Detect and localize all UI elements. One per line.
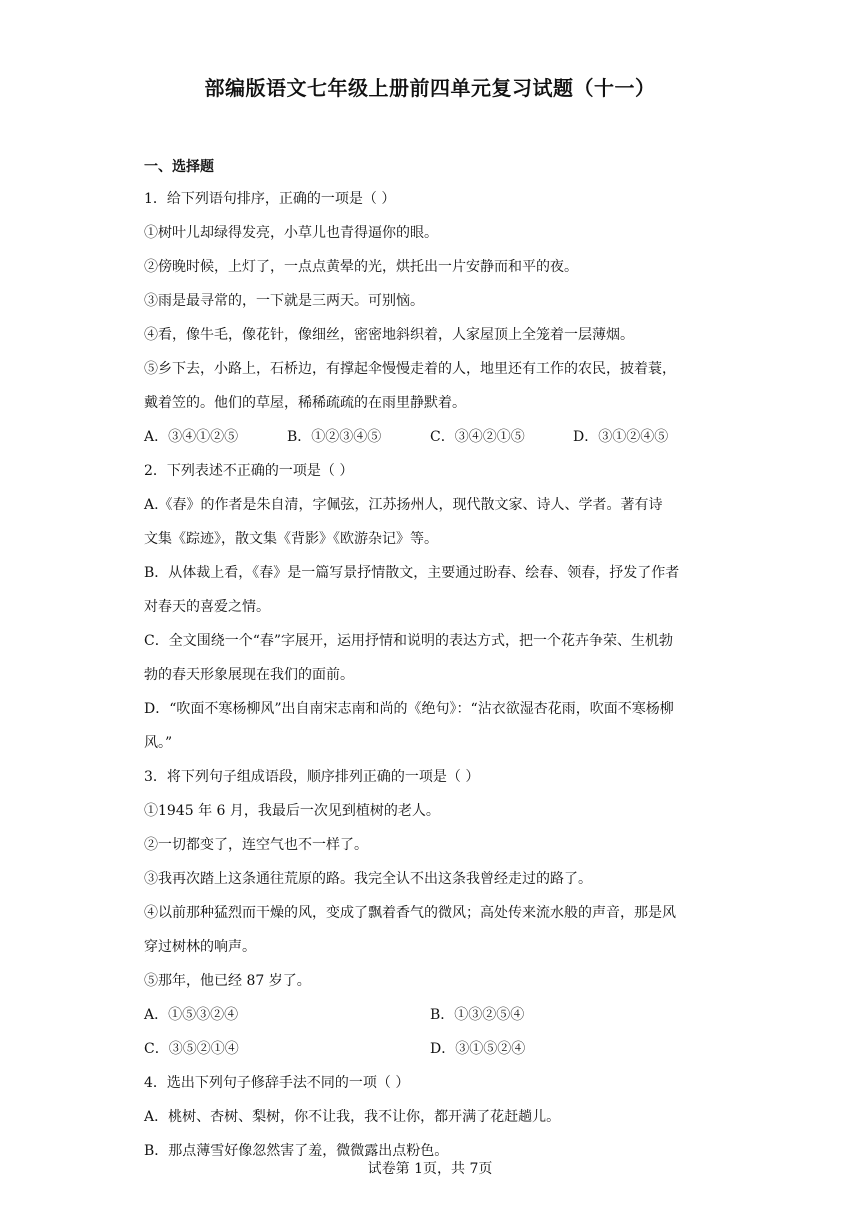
question-stem: 4．选出下列句子修辞手法不同的一项（ ）	[144, 1075, 410, 1091]
question-content	[144, 152, 716, 1168]
option-b: B．①③②⑤④	[430, 1007, 525, 1023]
answer-options	[144, 1032, 716, 1066]
sentence-item: ④以前那种猛烈而干燥的风，变成了飘着香气的微风；高处传来流水般的声音，那是风	[144, 905, 676, 921]
sentence-item: ③雨是最寻常的，一下就是三两天。可别恼。	[144, 293, 424, 309]
sentence-item: ④看，像牛毛，像花针，像细丝，密密地斜织着，人家屋顶上全笼着一层薄烟。	[144, 327, 634, 343]
option-a: A．③④①②⑤	[144, 429, 239, 445]
option-text: 对春天的喜爱之情。	[144, 599, 270, 615]
section-heading: 一、选择题	[144, 159, 214, 175]
option-text: A.《春》的作者是朱自清，字佩弦，江苏扬州人，现代散文家、诗人、学者。著有诗	[144, 497, 663, 513]
option-text: B．那点薄雪好像忽然害了羞，微微露出点粉色。	[144, 1143, 449, 1159]
sentence-item: ⑤乡下去，小路上，石桥边，有撑起伞慢慢走着的人，地里还有工作的农民，披着蓑，	[144, 361, 676, 377]
option-text: C．全文围绕一个“春”字展开，运用抒情和说明的表达方式，把一个花卉争荣、生机勃	[144, 633, 674, 649]
option-text: 勃的春天形象展现在我们的面前。	[144, 667, 354, 683]
option-d: D．③①⑤②④	[430, 1041, 526, 1057]
option-b: B．①②③④⑤	[287, 429, 382, 445]
option-text: B．从体裁上看，《春》是一篇写景抒情散文，主要通过盼春、绘春、领春，抒发了作者	[144, 565, 680, 581]
question-2	[144, 454, 716, 760]
question-1	[144, 182, 716, 454]
sentence-item: ①树叶儿却绿得发亮，小草儿也青得逼你的眼。	[144, 225, 438, 241]
question-4	[144, 1066, 716, 1168]
answer-options	[144, 998, 716, 1032]
sentence-item: 穿过树林的响声。	[144, 939, 256, 955]
option-a: A．①⑤③②④	[144, 1007, 239, 1023]
option-text: D．“吹面不寒杨柳风”出自南宋志南和尚的《绝句》：“沾衣欲湿杏花雨，吹面不寒杨柳	[144, 701, 674, 717]
option-d: D．③①②④⑤	[573, 429, 669, 445]
option-c: C．③④②①⑤	[430, 429, 525, 445]
option-text: 文集《踪迹》，散文集《背影》《欧游杂记》等。	[144, 531, 438, 547]
sentence-item: ②一切都变了，连空气也不一样了。	[144, 837, 368, 853]
sentence-item: ⑤那年，他已经 87 岁了。	[144, 973, 311, 989]
question-stem: 2．下列表述不正确的一项是（ ）	[144, 463, 354, 479]
question-stem: 1．给下列语句排序，正确的一项是（ ）	[144, 191, 396, 207]
option-c: C．③⑤②①④	[144, 1041, 239, 1057]
option-text: 风。”	[144, 735, 173, 751]
page-footer: 试卷第 1页，共 7页	[367, 1161, 493, 1177]
question-stem: 3．将下列句子组成语段，顺序排列正确的一项是（ ）	[144, 769, 480, 785]
sentence-item: ①1945 年 6 月，我最后一次见到植树的老人。	[144, 803, 440, 819]
sentence-item: 戴着笠的。他们的草屋，稀稀疏疏的在雨里静默着。	[144, 395, 466, 411]
option-text: A．桃树、杏树、梨树，你不让我，我不让你，都开满了花赶趟儿。	[144, 1109, 561, 1125]
sentence-item: ③我再次踏上这条通往荒原的路。我完全认不出这条我曾经走过的路了。	[144, 871, 592, 887]
page-title: 部编版语文七年级上册前四单元复习试题（十一）	[204, 76, 656, 100]
question-3	[144, 760, 716, 1066]
sentence-item: ②傍晚时候，上灯了，一点点黄晕的光，烘托出一片安静而和平的夜。	[144, 259, 578, 275]
answer-options	[144, 420, 716, 454]
